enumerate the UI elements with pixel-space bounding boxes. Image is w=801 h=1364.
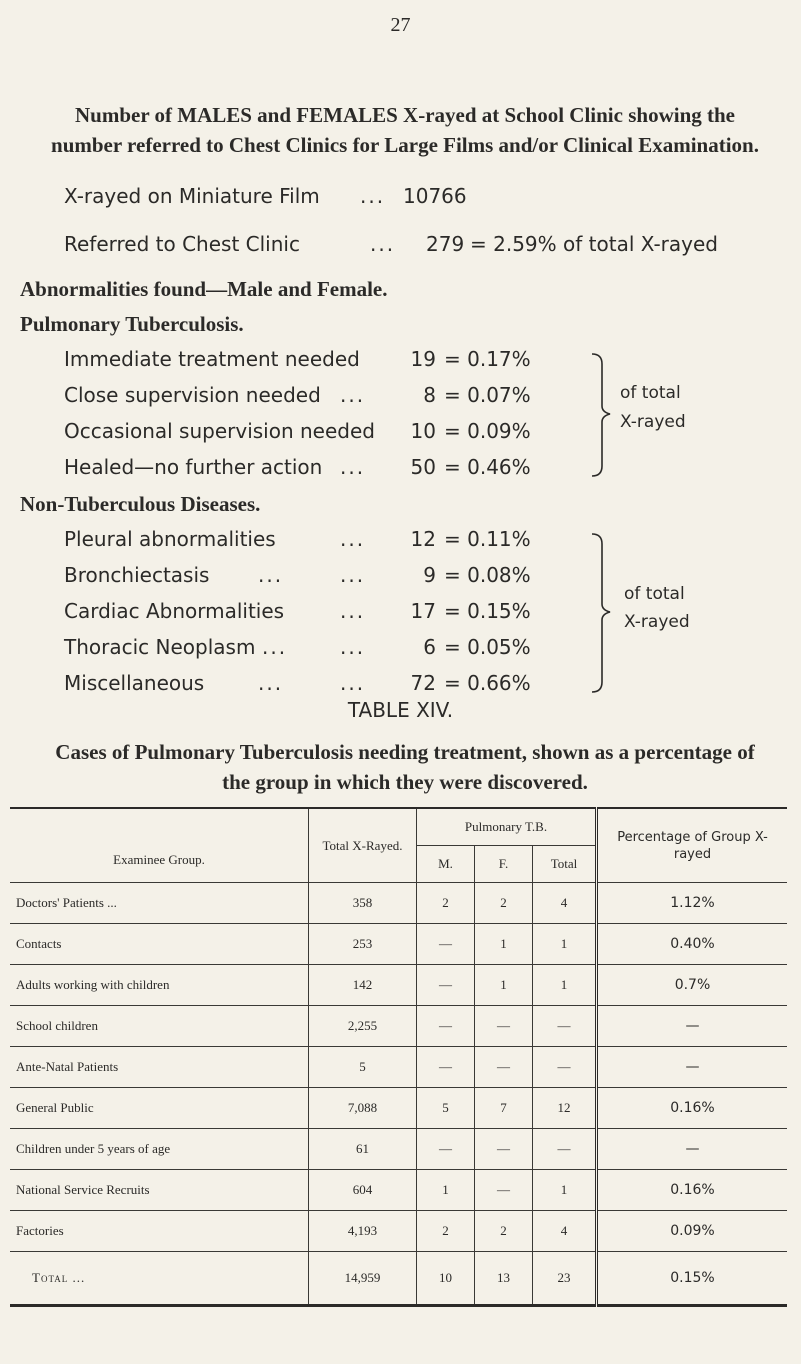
non-tb-item-label: Thoracic Neoplasm bbox=[64, 635, 256, 659]
table-title: TABLE XIV. bbox=[347, 698, 454, 722]
row-pulmonary-total: — bbox=[533, 1047, 597, 1088]
leader-dots: ... bbox=[370, 232, 396, 256]
row-pulmonary-total: 4 bbox=[533, 883, 597, 924]
row-percentage: 1.12% bbox=[597, 883, 788, 924]
header-pulmonary-tb: Pulmonary T.B. bbox=[417, 808, 597, 846]
row-group: General Public bbox=[10, 1088, 309, 1129]
pulmonary-item-count: 10 bbox=[410, 419, 436, 443]
row-female: 13 bbox=[475, 1252, 533, 1306]
row-male: 1 bbox=[417, 1170, 475, 1211]
non-tb-item-label: Pleural abnormalities bbox=[64, 527, 276, 551]
non-tb-heading: Non-Tuberculous Diseases. bbox=[20, 492, 261, 516]
non-tb-item-pct: = 0.08% bbox=[444, 563, 531, 587]
row-pulmonary-total: — bbox=[533, 1129, 597, 1170]
row-group: Doctors' Patients ... bbox=[10, 883, 309, 924]
pulmonary-item-label: Healed—no further action bbox=[64, 455, 323, 479]
leader-dots: ... bbox=[340, 455, 366, 479]
pulmonary-brace-label: of total bbox=[620, 383, 681, 403]
row-percentage: 0.7% bbox=[597, 965, 788, 1006]
pulmonary-item-count: 19 bbox=[410, 347, 436, 371]
header-male: M. bbox=[417, 846, 475, 883]
non-tb-brace-label: X-rayed bbox=[624, 612, 690, 632]
pulmonary-heading: Pulmonary Tuberculosis. bbox=[20, 312, 244, 336]
non-tb-brace-label: of total bbox=[624, 584, 685, 604]
section-heading: Number of MALES and FEMALES X-rayed at School Clinic showing the number referred to Chest Clinics for Large Films and/or Clinical Examination. bbox=[51, 103, 759, 157]
non-tb-item-label: Bronchiectasis bbox=[64, 563, 210, 587]
xrayed-label: X-rayed on Miniature Film bbox=[64, 184, 320, 208]
row-total-xrayed: 142 bbox=[309, 965, 417, 1006]
referred-value: 279 bbox=[426, 232, 465, 256]
header-pulmonary-total: Total bbox=[533, 846, 597, 883]
page-number: 27 bbox=[390, 14, 411, 36]
table-row bbox=[10, 924, 787, 965]
leader-dots: ... bbox=[340, 383, 366, 407]
table-row bbox=[10, 1006, 787, 1047]
row-total-xrayed: 5 bbox=[309, 1047, 417, 1088]
non-tb-item-pct: = 0.66% bbox=[444, 671, 531, 695]
row-total-xrayed: 604 bbox=[309, 1170, 417, 1211]
pulmonary-item-pct: = 0.17% bbox=[444, 347, 531, 371]
row-group: Total ... bbox=[10, 1252, 309, 1306]
row-percentage: 0.16% bbox=[597, 1170, 788, 1211]
row-percentage: — bbox=[597, 1047, 788, 1088]
row-pulmonary-total: 1 bbox=[533, 924, 597, 965]
leader-dots: ... bbox=[340, 563, 366, 587]
table-row bbox=[10, 1211, 787, 1252]
header-female: F. bbox=[475, 846, 533, 883]
row-group: Contacts bbox=[10, 924, 309, 965]
leader-dots: ... bbox=[340, 527, 366, 551]
row-male: 10 bbox=[417, 1252, 475, 1306]
non-tb-item-label: Cardiac Abnormalities bbox=[64, 599, 285, 623]
row-female: 7 bbox=[475, 1088, 533, 1129]
row-group: Factories bbox=[10, 1211, 309, 1252]
row-female: — bbox=[475, 1129, 533, 1170]
pulmonary-item-count: 8 bbox=[423, 383, 436, 407]
leader-dots: ... bbox=[360, 184, 386, 208]
pulmonary-item-pct: = 0.07% bbox=[444, 383, 531, 407]
xrayed-value: 10766 bbox=[403, 184, 467, 208]
non-tb-item-count: 6 bbox=[423, 635, 436, 659]
row-percentage: 0.16% bbox=[597, 1088, 788, 1129]
table-row bbox=[10, 883, 787, 924]
row-total-xrayed: 61 bbox=[309, 1129, 417, 1170]
pulmonary-brace-icon bbox=[590, 350, 614, 480]
pulmonary-item-count: 50 bbox=[410, 455, 436, 479]
row-total-xrayed: 14,959 bbox=[309, 1252, 417, 1306]
row-pulmonary-total: 12 bbox=[533, 1088, 597, 1129]
pulmonary-item-pct: = 0.46% bbox=[444, 455, 531, 479]
leader-dots: ... bbox=[340, 671, 366, 695]
row-group: Children under 5 years of age bbox=[10, 1129, 309, 1170]
row-male: — bbox=[417, 1006, 475, 1047]
table-row bbox=[10, 1129, 787, 1170]
row-percentage: — bbox=[597, 1129, 788, 1170]
row-total-xrayed: 2,255 bbox=[309, 1006, 417, 1047]
row-female: 1 bbox=[475, 924, 533, 965]
row-female: — bbox=[475, 1006, 533, 1047]
non-tb-brace-icon bbox=[590, 530, 614, 696]
row-total-xrayed: 4,193 bbox=[309, 1211, 417, 1252]
non-tb-item-count: 12 bbox=[410, 527, 436, 551]
pulmonary-item-pct: = 0.09% bbox=[444, 419, 531, 443]
table-row bbox=[10, 965, 787, 1006]
non-tb-item-count: 17 bbox=[410, 599, 436, 623]
row-pulmonary-total: — bbox=[533, 1006, 597, 1047]
pulmonary-item-label: Occasional supervision needed bbox=[64, 419, 375, 443]
tb-cases-table bbox=[10, 807, 787, 1307]
leader-dots: ... bbox=[262, 635, 288, 659]
row-female: 2 bbox=[475, 883, 533, 924]
row-total-xrayed: 358 bbox=[309, 883, 417, 924]
row-female: — bbox=[475, 1170, 533, 1211]
table-row bbox=[10, 1088, 787, 1129]
row-percentage: — bbox=[597, 1006, 788, 1047]
header-examinee-group: Examinee Group. bbox=[10, 808, 309, 883]
non-tb-item-pct: = 0.05% bbox=[444, 635, 531, 659]
row-female: — bbox=[475, 1047, 533, 1088]
row-group: School children bbox=[10, 1006, 309, 1047]
pulmonary-item-label: Close supervision needed bbox=[64, 383, 321, 407]
row-female: 1 bbox=[475, 965, 533, 1006]
row-male: — bbox=[417, 965, 475, 1006]
row-male: — bbox=[417, 1047, 475, 1088]
row-male: 5 bbox=[417, 1088, 475, 1129]
table-row bbox=[10, 1252, 787, 1306]
leader-dots: ... bbox=[340, 635, 366, 659]
table-row bbox=[10, 1047, 787, 1088]
row-percentage: 0.09% bbox=[597, 1211, 788, 1252]
pulmonary-item-label: Immediate treatment needed bbox=[64, 347, 360, 371]
referred-pct: = 2.59% of total X-rayed bbox=[470, 232, 718, 256]
leader-dots: ... bbox=[258, 563, 284, 587]
non-tb-item-count: 9 bbox=[423, 563, 436, 587]
leader-dots: ... bbox=[340, 599, 366, 623]
abnormalities-heading: Abnormalities found—Male and Female. bbox=[20, 277, 388, 301]
pulmonary-brace-label: X-rayed bbox=[620, 412, 686, 432]
non-tb-item-pct: = 0.11% bbox=[444, 527, 531, 551]
row-male: 2 bbox=[417, 1211, 475, 1252]
leader-dots: ... bbox=[258, 671, 284, 695]
header-total-xrayed: Total X-Rayed. bbox=[309, 808, 417, 883]
row-pulmonary-total: 4 bbox=[533, 1211, 597, 1252]
header-percentage: Percentage of Group X-rayed bbox=[597, 808, 788, 883]
table-caption: Cases of Pulmonary Tuberculosis needing treatment, shown as a percentage of the group in which they were discovered. bbox=[55, 740, 755, 794]
row-male: 2 bbox=[417, 883, 475, 924]
referred-label: Referred to Chest Clinic bbox=[64, 232, 300, 256]
non-tb-item-label: Miscellaneous bbox=[64, 671, 205, 695]
row-male: — bbox=[417, 1129, 475, 1170]
row-percentage: 0.15% bbox=[597, 1252, 788, 1306]
row-female: 2 bbox=[475, 1211, 533, 1252]
table-row bbox=[10, 1170, 787, 1211]
row-group: National Service Recruits bbox=[10, 1170, 309, 1211]
row-pulmonary-total: 1 bbox=[533, 1170, 597, 1211]
non-tb-item-pct: = 0.15% bbox=[444, 599, 531, 623]
row-pulmonary-total: 23 bbox=[533, 1252, 597, 1306]
row-total-xrayed: 7,088 bbox=[309, 1088, 417, 1129]
row-percentage: 0.40% bbox=[597, 924, 788, 965]
row-group: Adults working with children bbox=[10, 965, 309, 1006]
non-tb-item-count: 72 bbox=[410, 671, 436, 695]
row-total-xrayed: 253 bbox=[309, 924, 417, 965]
row-male: — bbox=[417, 924, 475, 965]
row-pulmonary-total: 1 bbox=[533, 965, 597, 1006]
row-group: Ante-Natal Patients bbox=[10, 1047, 309, 1088]
